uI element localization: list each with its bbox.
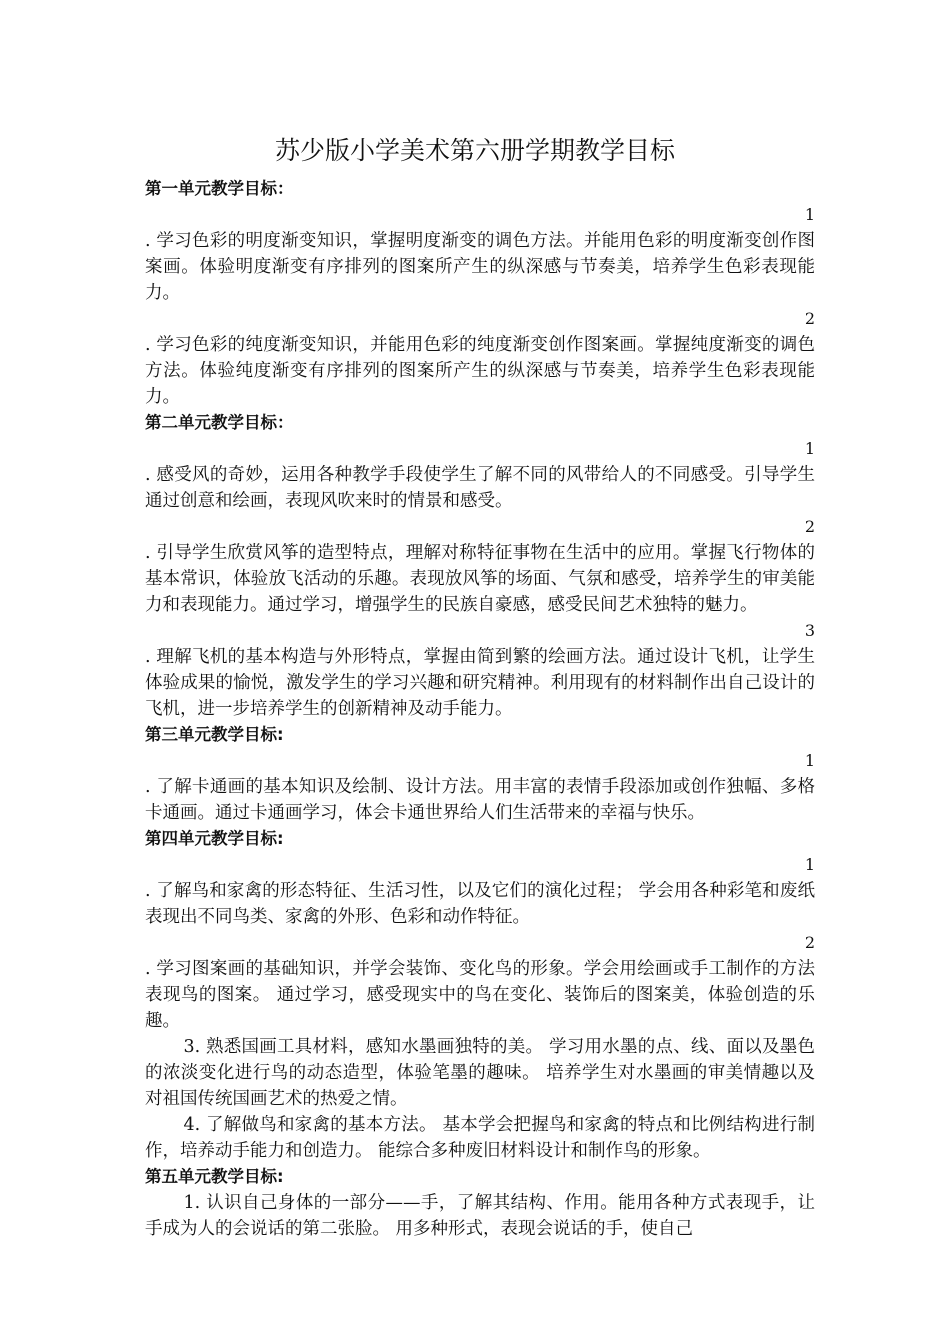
item-text: . 学习色彩的纯度渐变知识，并能用色彩的纯度渐变创作图案画。掌握纯度渐变的调色方法。体验纯度渐变有序排列的图案所产生的纵深感与节奏美，培养学生色彩表现能力。 (145, 335, 815, 407)
unit-heading: 第二单元教学目标： (145, 413, 294, 432)
item-text: . 理解飞机的基本构造与外形特点，掌握由简到繁的绘画方法。通过设计飞机，让学生体验成果的愉悦，激发学生的学习兴趣和研究精神。利用现有的材料制作出自己设计的飞机，进一步培养学生的创新精神及动手能力。 (145, 647, 815, 719)
item-number: 2 (804, 309, 815, 328)
item-number: 2 (804, 517, 815, 536)
unit-heading: 第四单元教学目标: (145, 829, 284, 848)
paragraph-text: 3. 熟悉国画工具材料，感知水墨画独特的美。 学习用水墨的点、线、面以及墨色的浓淡变化进行鸟的动态造型，体验笔墨的趣味。 培养学生对水墨画的审美情趣以及对祖国传统国画艺术的热爱之情。 (145, 1037, 815, 1109)
unit-heading: 第一单元教学目标： (145, 179, 294, 198)
item-text: . 学习色彩的明度渐变知识，掌握明度渐变的调色方法。并能用色彩的明度渐变创作图案画。体验明度渐变有序排列的图案所产生的纵深感与节奏美，培养学生色彩表现能力。 (145, 231, 815, 303)
item-number: 1 (804, 751, 815, 770)
item-number: 1 (804, 205, 815, 224)
unit-heading: 第五单元教学目标: (145, 1167, 284, 1186)
paragraph-text: 4. 了解做鸟和家禽的基本方法。 基本学会把握鸟和家禽的特点和比例结构进行制作，培养动手能力和创造力。 能综合多种废旧材料设计和制作鸟的形象。 (145, 1115, 815, 1161)
item-number: 2 (804, 933, 815, 952)
item-number: 3 (804, 621, 815, 640)
item-text: . 引导学生欣赏风筝的造型特点，理解对称特征事物在生活中的应用。掌握飞行物体的基本常识，体验放飞活动的乐趣。表现放风筝的场面、气氛和感受，培养学生的审美能力和表现能力。通过学习，增强学生的民族自豪感，感受民间艺术独特的魅力。 (145, 543, 815, 615)
item-text: . 了解卡通画的基本知识及绘制、设计方法。用丰富的表情手段添加或创作独幅、多格卡通画。通过卡通画学习，体会卡通世界给人们生活带来的幸福与快乐。 (145, 777, 815, 823)
unit-heading: 第三单元教学目标: (145, 725, 284, 744)
paragraph-text: 1. 认识自己身体的一部分——手，了解其结构、作用。能用各种方式表现手，让手成为人的会说话的第二张脸。 用多种形式，表现会说话的手，使自己 (145, 1193, 815, 1239)
item-text: . 感受风的奇妙，运用各种教学手段使学生了解不同的风带给人的不同感受。引导学生通过创意和绘画，表现风吹来时的情景和感受。 (145, 465, 815, 511)
item-number: 1 (804, 439, 815, 458)
item-number: 1 (804, 855, 815, 874)
item-text: . 学习图案画的基础知识，并学会装饰、变化鸟的形象。学会用绘画或手工制作的方法表现鸟的图案。 通过学习，感受现实中的鸟在变化、装饰后的图案美，体验创造的乐趣。 (145, 959, 815, 1031)
document-title: 苏少版小学美术第六册学期教学目标 (274, 136, 675, 165)
document-body (145, 176, 815, 1242)
item-text: . 了解鸟和家禽的形态特征、生活习性，以及它们的演化过程； 学会用各种彩笔和废纸表现出不同鸟类、家禽的外形、色彩和动作特征。 (145, 881, 815, 927)
